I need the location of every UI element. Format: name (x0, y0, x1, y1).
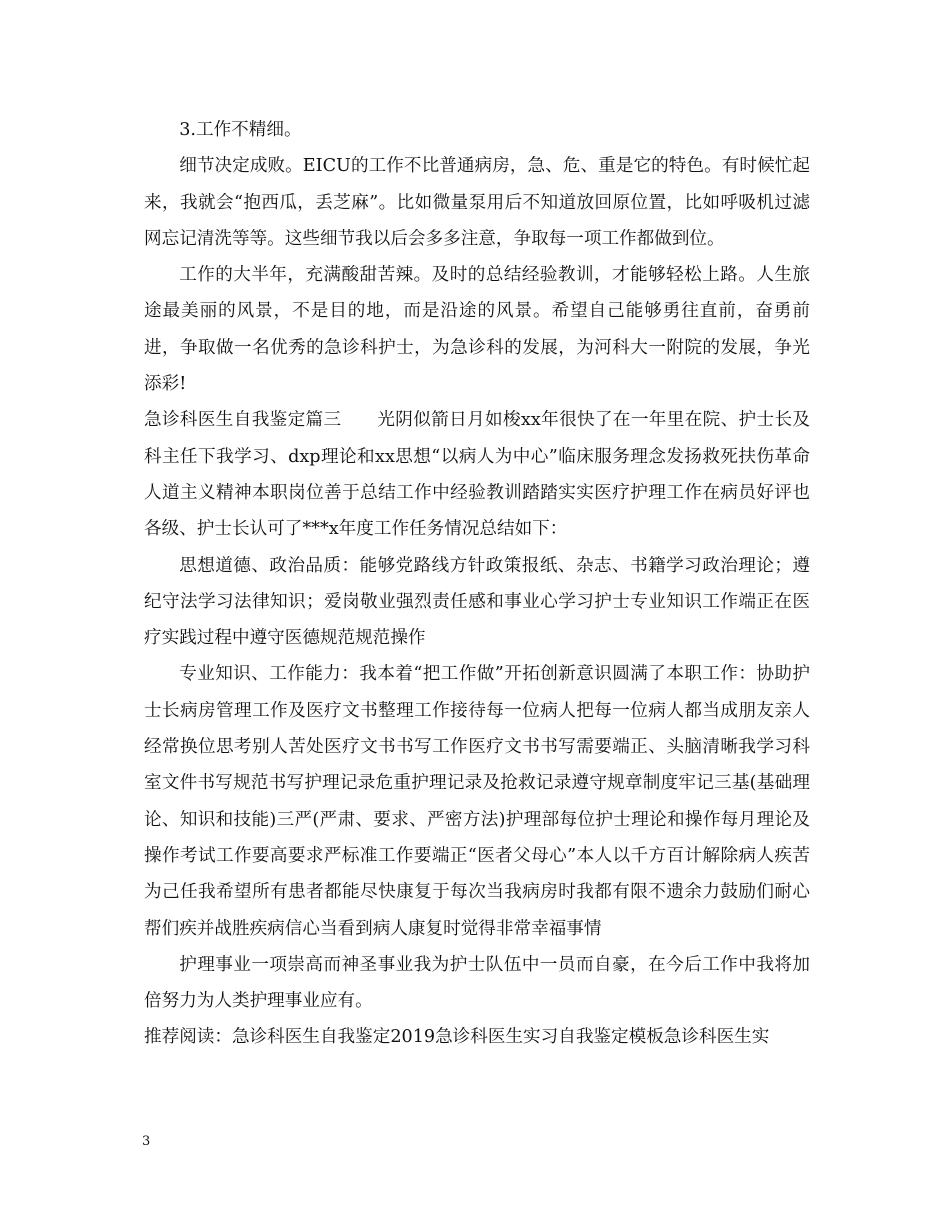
paragraph-2: 细节决定成败。EICU的工作不比普通病房，急、危、重是它的特色。有时候忙起来，我就会“抱西瓜，丢芝麻”。比如微量泵用后不知道放回原位置，比如呼吸机过滤网忘记清洗等等。这些细节我以后会多多注意，争取每一项工作都做到位。 (144, 156, 810, 249)
paragraph-4: 急诊科医生自我鉴定篇三 光阴似箭日月如梭xx年很快了在一年里在院、护士长及科主任下我学习、dxp理论和xx思想“以病人为中心”临床服务理念发扬救死扶伤革命人道主义精神本职岗位善于总结工作中经验教训踏踏实实医疗护理工作在病员好评也各级、护士长认可了***x年度工作任务情况总结如下： (144, 410, 810, 540)
page-number: 3 (142, 1134, 151, 1149)
paragraph-6: 专业知识、工作能力：我本着“把工作做”开拓创新意识圆满了本职工作：协助护士长病房管理工作及医疗文书整理工作接待每一位病人把每一位病人都当成朋友亲人经常换位思考别人苦处医疗文书书写工作医疗文书书写需要端正、头脑清晰我学习科室文件书写规范书写护理记录危重护理记录及抢救记录遵守规章制度牢记三基(基础理论、知识和技能)三严(严肃、要求、严密方法)护理部每位护士理论和操作每月理论及操作考试工作要高要求严标准工作要端正“医者父母心”本人以千方百计解除病人疾苦为己任我希望所有患者都能尽快康复于每次当我病房时我都有限不遗余力鼓励们耐心帮们疾并战胜疾病信心当看到病人康复时觉得非常幸福事情 (144, 664, 810, 939)
paragraph-3: 工作的大半年，充满酸甜苦辣。及时的总结经验教训，才能够轻松上路。人生旅途最美丽的风景，不是目的地，而是沿途的风景。希望自己能够勇往直前，奋勇前进，争取做一名优秀的急诊科护士，为急诊科的发展，为河科大一附院的发展，争光添彩! (144, 265, 810, 395)
paragraph-5: 思想道德、政治品质：能够党路线方针政策报纸、杂志、书籍学习政治理论；遵纪守法学习法律知识；爱岗敬业强烈责任感和事业心学习护士专业知识工作端正在医疗实践过程中遵守医德规范规范操作 (144, 555, 810, 649)
paragraph-1: 3.工作不精细。 (179, 120, 302, 140)
paragraph-8: 推荐阅读：急诊科医生自我鉴定2019急诊科医生实习自我鉴定模板急诊科医生实 (144, 1027, 770, 1048)
paragraph-7: 护理事业一项崇高而神圣事业我为护士队伍中一员而自豪，在今后工作中我将加倍努力为人类护理事业应有。 (144, 954, 810, 1012)
document-page (144, 112, 810, 1056)
